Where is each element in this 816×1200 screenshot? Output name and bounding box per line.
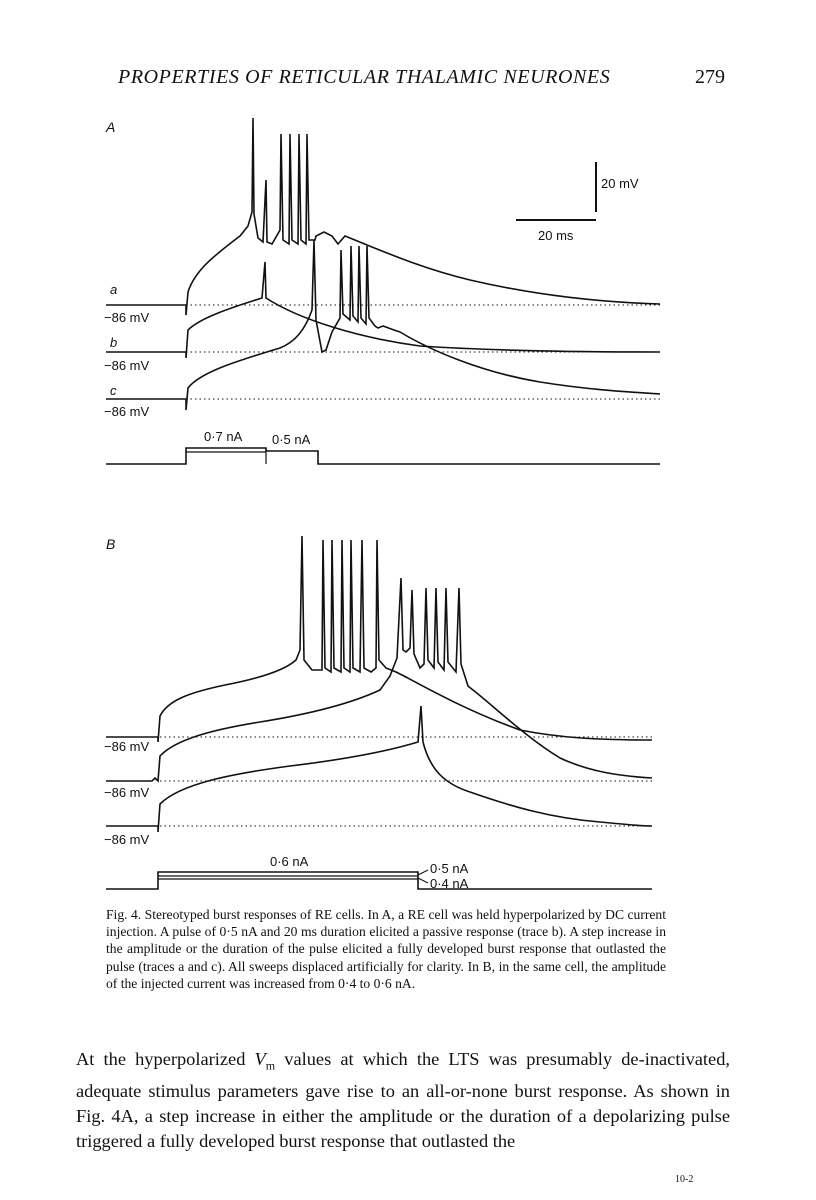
resting-potential-a: −86 mV xyxy=(104,310,150,325)
panel-a xyxy=(104,118,660,464)
panel-b xyxy=(104,536,652,891)
current-label-0-7: 0·7 nA xyxy=(204,429,243,444)
trace-label-c: c xyxy=(110,383,117,398)
resting-potential-c: −86 mV xyxy=(104,404,150,419)
trace-c xyxy=(106,240,660,410)
trace-b3 xyxy=(106,706,652,832)
current-label-0-5: 0·5 nA xyxy=(430,861,469,876)
panel-b-label: B xyxy=(106,536,116,552)
current-trace-a-inner xyxy=(186,452,266,464)
trace-label-a: a xyxy=(110,282,118,297)
body-paragraph xyxy=(76,1047,730,1154)
current-trace-b xyxy=(106,872,652,889)
current-label-0-4: 0·4 nA xyxy=(430,876,469,891)
trace-b2 xyxy=(106,578,652,781)
running-title: PROPERTIES OF RETICULAR THALAMIC NEURONES xyxy=(118,66,611,88)
current-label-0-5: 0·5 nA xyxy=(272,432,311,447)
current-label-bracket xyxy=(418,870,428,883)
trace-label-b: b xyxy=(110,335,118,350)
resting-potential-b3: −86 mV xyxy=(104,832,150,847)
current-trace-a xyxy=(106,448,660,464)
scale-label-voltage: 20 mV xyxy=(601,176,639,191)
resting-potential-b: −86 mV xyxy=(104,358,150,373)
body-text-start: At the hyperpolarized xyxy=(76,1049,255,1069)
scale-label-time: 20 ms xyxy=(538,228,574,243)
figure-caption: Fig. 4. Stereotyped burst responses of RE cells. In A, a RE cell was held hyperpolarized by DC current injection. A pulse of 0·5 nA and 20 ms duration elicited a passive response (trace b). A step increase in the amplitude or the duration of the pulse elicited a fully developed burst response that outlasted the pulse (traces a and c). All sweeps displaced artificially for clarity. In B, in the same cell, the amplitude of the injected current was increased from 0·4 to 0·6 nA. xyxy=(106,907,666,991)
vm-symbol: $V_m$ xyxy=(254,1049,276,1073)
current-label-0-6: 0·6 nA xyxy=(270,854,309,869)
resting-potential-b1: −86 mV xyxy=(104,739,150,754)
trace-b xyxy=(106,262,660,358)
printer-signature: 10-2 xyxy=(675,1174,694,1185)
resting-potential-b2: −86 mV xyxy=(104,785,150,800)
trace-a xyxy=(106,118,660,315)
trace-b1 xyxy=(106,536,652,742)
page-number: 279 xyxy=(695,66,725,88)
body-text-rest: values at which the LTS was presumably de-inactivated, adequate stimulus parameters gave rise to an all-or-none burst response. As shown in Fig. 4A, a step increase in either the amplitude or the duration of a depolarizing pulse triggered a fully developed burst response that outlasted the xyxy=(76,1049,730,1151)
panel-a-label: A xyxy=(106,119,116,135)
